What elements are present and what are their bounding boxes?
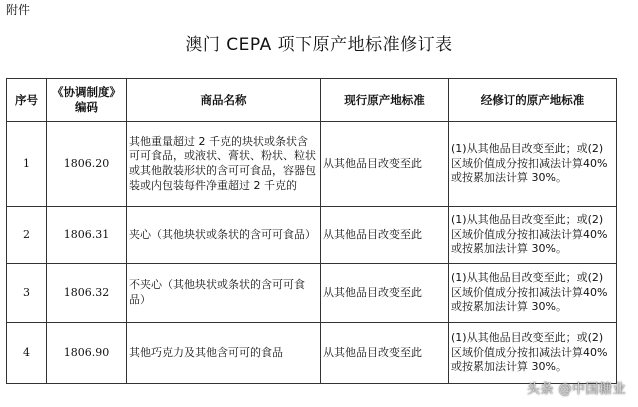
header-goods-name: 商品名称 [127,79,321,122]
origin-standard-table [6,78,617,384]
cell-current-standard: 从其他品目改变至此 [321,323,449,384]
cell-hs-code: 1806.20 [47,122,127,207]
document-title: 澳门 CEPA 项下原产地标准修订表 [185,35,453,55]
attachment-label: 附件 [6,3,31,17]
cell-seq: 4 [7,323,47,384]
cell-revised-standard: (1)从其他品目改变至此；或(2)区域价值成分按扣减法计算40%或按累加法计算 30%。 [449,264,617,323]
cell-goods-name: 其他巧克力及其他含可可的食品 [127,323,321,384]
header-current-standard: 现行原产地标准 [321,79,449,122]
header-seq: 序号 [7,79,47,122]
watermark: 头条 @中国糖业 [526,382,626,397]
cell-current-standard: 从其他品目改变至此 [321,264,449,323]
cell-goods-name: 其他重量超过 2 千克的块状或条状含可可食品，或液状、膏状、粉状、粒状或其他散装形状的含可可食品，容器包装或内包装每件净重超过 2 千克的 [127,122,321,207]
cell-seq: 3 [7,264,47,323]
cell-hs-code: 1806.32 [47,264,127,323]
cell-revised-standard: (1)从其他品目改变至此；或(2)区域价值成分按扣减法计算40%或按累加法计算 30%。 [449,207,617,264]
cell-current-standard: 从其他品目改变至此 [321,122,449,207]
cell-hs-code: 1806.90 [47,323,127,384]
header-hs-code: 《协调制度》编码 [47,79,127,122]
cell-current-standard: 从其他品目改变至此 [321,207,449,264]
table-row [7,207,617,264]
table-header-row [7,79,617,122]
cell-seq: 1 [7,122,47,207]
cell-goods-name: 不夹心（其他块状或条状的含可可食品） [127,264,321,323]
table-row [7,122,617,207]
cell-revised-standard: (1)从其他品目改变至此；或(2)区域价值成分按扣减法计算40%或按累加法计算 30%。 [449,122,617,207]
table-row [7,264,617,323]
table-row [7,323,617,384]
cell-goods-name: 夹心（其他块状或条状的含可可食品） [127,207,321,264]
cell-revised-standard: (1)从其他品目改变至此；或(2)区域价值成分按扣减法计算40%或按累加法计算 30%。 [449,323,617,384]
cell-hs-code: 1806.31 [47,207,127,264]
header-revised-standard: 经修订的原产地标准 [449,79,617,122]
cell-seq: 2 [7,207,47,264]
